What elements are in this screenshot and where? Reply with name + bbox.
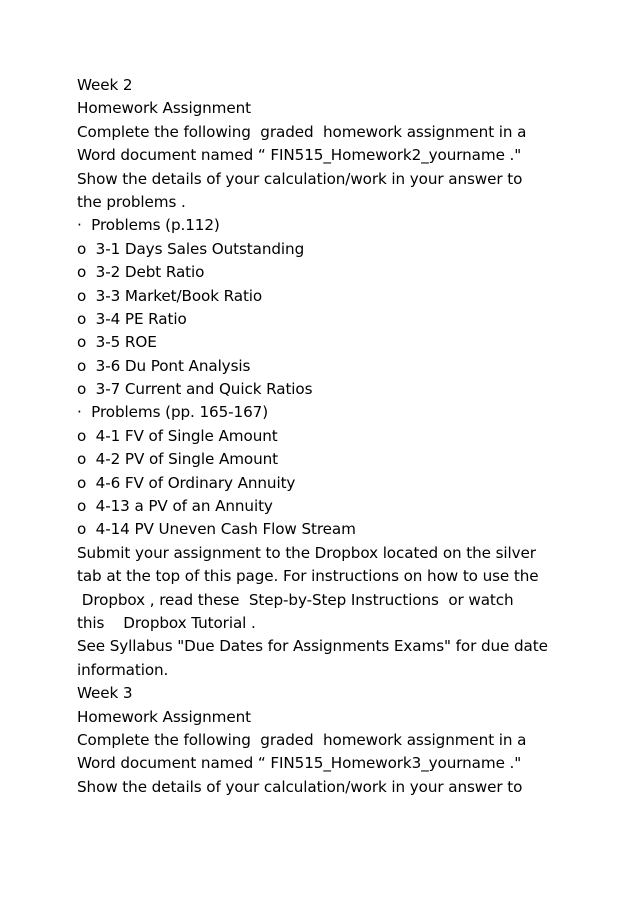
week-2-heading: Week 2 xyxy=(77,76,133,94)
problem-item: o 3-6 Du Pont Analysis xyxy=(77,356,251,375)
paragraph-line: Show the details of your calculation/work in your answer to xyxy=(77,169,523,188)
paragraph-line: Dropbox , read these Step-by-Step Instructions or watch xyxy=(77,590,514,609)
paragraph-line: this Dropbox Tutorial . xyxy=(77,613,256,632)
paragraph-line: Complete the following graded homework assignment in a xyxy=(77,730,527,749)
problem-item: o 3-5 ROE xyxy=(77,333,157,352)
paragraph-line: Submit your assignment to the Dropbox located on the silver xyxy=(77,543,536,562)
problems-bullet: · Problems (p.112) xyxy=(77,216,220,235)
problem-item: o 4-6 FV of Ordinary Annuity xyxy=(77,473,296,492)
problem-item: o 4-14 PV Uneven Cash Flow Stream xyxy=(77,520,356,539)
homework-assignment-heading: Homework Assignment xyxy=(77,707,251,726)
document-body xyxy=(77,74,577,799)
paragraph-line: Show the details of your calculation/work in your answer to xyxy=(77,777,523,796)
paragraph-line: Word document named “ FIN515_Homework3_yourname ." xyxy=(77,754,522,773)
week-3-heading: Week 3 xyxy=(77,684,133,703)
paragraph-line: tab at the top of this page. For instructions on how to use the xyxy=(77,567,539,586)
problem-item: o 4-2 PV of Single Amount xyxy=(77,450,279,469)
paragraph-line: Word document named “ FIN515_Homework2_yourname ." xyxy=(77,146,522,165)
problem-item: o 4-13 a PV of an Annuity xyxy=(77,497,273,516)
paragraph-line: information. xyxy=(77,660,169,679)
problem-item: o 3-2 Debt Ratio xyxy=(77,263,205,282)
paragraph-line: the problems . xyxy=(77,192,186,211)
problem-item: o 3-4 PE Ratio xyxy=(77,309,187,328)
problem-item: o 3-1 Days Sales Outstanding xyxy=(77,239,305,258)
paragraph-line: See Syllabus "Due Dates for Assignments Exams" for due date xyxy=(77,637,548,656)
homework-assignment-heading: Homework Assignment xyxy=(77,99,251,118)
problem-item: o 3-3 Market/Book Ratio xyxy=(77,286,263,305)
paragraph-line: Complete the following graded homework assignment in a xyxy=(77,122,527,141)
problem-item: o 3-7 Current and Quick Ratios xyxy=(77,380,313,399)
problems-bullet: · Problems (pp. 165-167) xyxy=(77,403,269,422)
problem-item: o 4-1 FV of Single Amount xyxy=(77,426,278,445)
